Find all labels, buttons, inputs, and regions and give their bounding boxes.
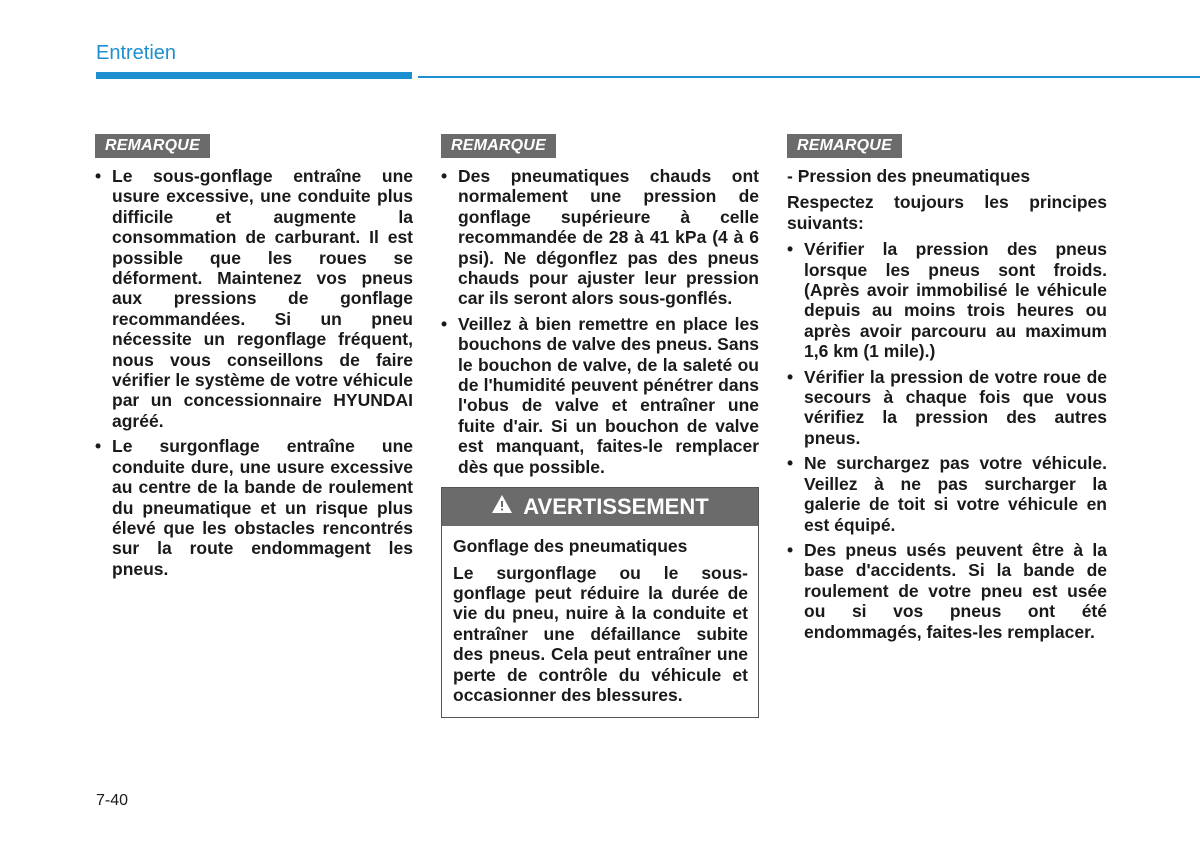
list-item: • Le surgonflage entraîne une conduite dure, une usure excessive au centre de la bande de roulement du pneumatique et un risque plus élevé que les obstacles rencontrés sur la route endommagent les pneus. [95, 436, 413, 579]
list-item-text: Des pneumatiques chauds ont normalement une pression de gonflage supérieure à celle recommandée de 28 à 41 kPa (4 à 6 psi). Ne dégonflez pas des pneus chauds pour ajuster leur pression car ils seront alors sous-gonflés. [458, 166, 759, 309]
warning-triangle-icon [491, 494, 513, 520]
list-item-text: Le sous-gonflage entraîne une usure excessive, une conduite plus difficile et augmente la consommation de carburant. Il est possible que les roues se déforment. Maintenez vos pneus aux pressions de gonflage recommandées. Si un pneu nécessite un regonflage fréquent, nous vous conseillons de faire vérifier le système de votre véhicule par un concessionnaire HYUNDAI agréé. [112, 166, 413, 431]
column-left [95, 134, 413, 584]
intro-text: Respectez toujours les principes suivants: [787, 192, 1107, 233]
warning-header-label: AVERTISSEMENT [523, 494, 709, 520]
warning-text: Le surgonflage ou le sous-gonflage peut réduire la durée de vie du pneu, nuire à la conduite et entraîner une défaillance subite des pneus. Cela peut entraîner une perte de contrôle du véhicule et occasionner des blessures. [453, 562, 748, 705]
header-rule-thick [96, 72, 412, 79]
header-rule-thin [418, 76, 1200, 78]
bullet-list [95, 166, 413, 579]
remarque-badge: REMARQUE [787, 134, 902, 158]
column-right [787, 134, 1107, 647]
list-item-text: Vérifier la pression des pneus lorsque les pneus sont froids. (Après avoir immobilisé le véhicule depuis au moins trois heures ou après avoir parcouru au maximum 1,6 km (1 mile).) [804, 239, 1107, 362]
warning-title: Gonflage des pneumatiques [453, 536, 688, 557]
page-number: 7-40 [96, 792, 129, 809]
list-item-text: Le surgonflage entraîne une conduite dure, une usure excessive au centre de la bande de roulement du pneumatique et un risque plus élevé que les obstacles rencontrés sur la route endommagent les pneus. [112, 436, 413, 579]
list-item: • Vérifier la pression des pneus lorsque les pneus sont froids. (Après avoir immobilisé le véhicule depuis au moins trois heures ou après avoir parcouru au maximum 1,6 km (1 mile).) [787, 239, 1107, 362]
column-middle [441, 134, 759, 718]
list-item: • Veillez à bien remettre en place les bouchons de valve des pneus. Sans le bouchon de valve, de la saleté ou de l'humidité peuvent pénétrer dans l'obus de valve et entraîner une fuite d'air. Si un bouchon de valve est manquant, faites-le remplacer dès que possible. [441, 313, 759, 477]
bullet-list [441, 166, 759, 477]
remarque-badge: REMARQUE [441, 134, 556, 158]
section-title: Entretien [96, 42, 177, 64]
warning-box [441, 487, 759, 718]
warning-body [442, 526, 758, 717]
list-item: • Des pneumatiques chauds ont normalement une pression de gonflage supérieure à celle recommandée de 28 à 41 kPa (4 à 6 psi). Ne dégonflez pas des pneus chauds pour ajuster leur pression car ils seront alors sous-gonflés. [441, 166, 759, 309]
warning-header [442, 488, 758, 526]
list-item: • Vérifier la pression de votre roue de secours à chaque fois que vous vérifiez la pression des autres pneus. [787, 366, 1107, 448]
list-item: • Le sous-gonflage entraîne une usure excessive, une conduite plus difficile et augmente la consommation de carburant. Il est possible que les roues se déforment. Maintenez vos pneus aux pressions de gonflage recommandées. Si un pneu nécessite un regonflage fréquent, nous vous conseillons de faire vérifier le système de votre véhicule par un concessionnaire HYUNDAI agréé. [95, 166, 413, 431]
subtitle: - Pression des pneumatiques [787, 166, 1031, 186]
list-item-text: Veillez à bien remettre en place les bouchons de valve des pneus. Sans le bouchon de valve, de la saleté ou de l'humidité peuvent pénétrer dans l'obus de valve et entraîner une fuite d'air. Si un bouchon de valve est manquant, faites-le remplacer dès que possible. [458, 313, 759, 477]
list-item-text: Ne surchargez pas votre véhicule. Veillez à ne pas surcharger la galerie de toit si votre véhicule en est équipé. [804, 453, 1107, 535]
list-item-text: Vérifier la pression de votre roue de secours à chaque fois que vous vérifiez la pression des autres pneus. [804, 366, 1107, 448]
bullet-list [787, 239, 1107, 642]
remarque-badge: REMARQUE [95, 134, 210, 158]
list-item: • Ne surchargez pas votre véhicule. Veillez à ne pas surcharger la galerie de toit si votre véhicule en est équipé. [787, 453, 1107, 535]
list-item-text: Des pneus usés peuvent être à la base d'accidents. Si la bande de roulement de votre pneu est usée ou si vos pneus ont été endommagés, faites-les remplacer. [804, 539, 1107, 642]
list-item: • Des pneus usés peuvent être à la base d'accidents. Si la bande de roulement de votre pneu est usée ou si vos pneus ont été endommagés, faites-les remplacer. [787, 539, 1107, 642]
